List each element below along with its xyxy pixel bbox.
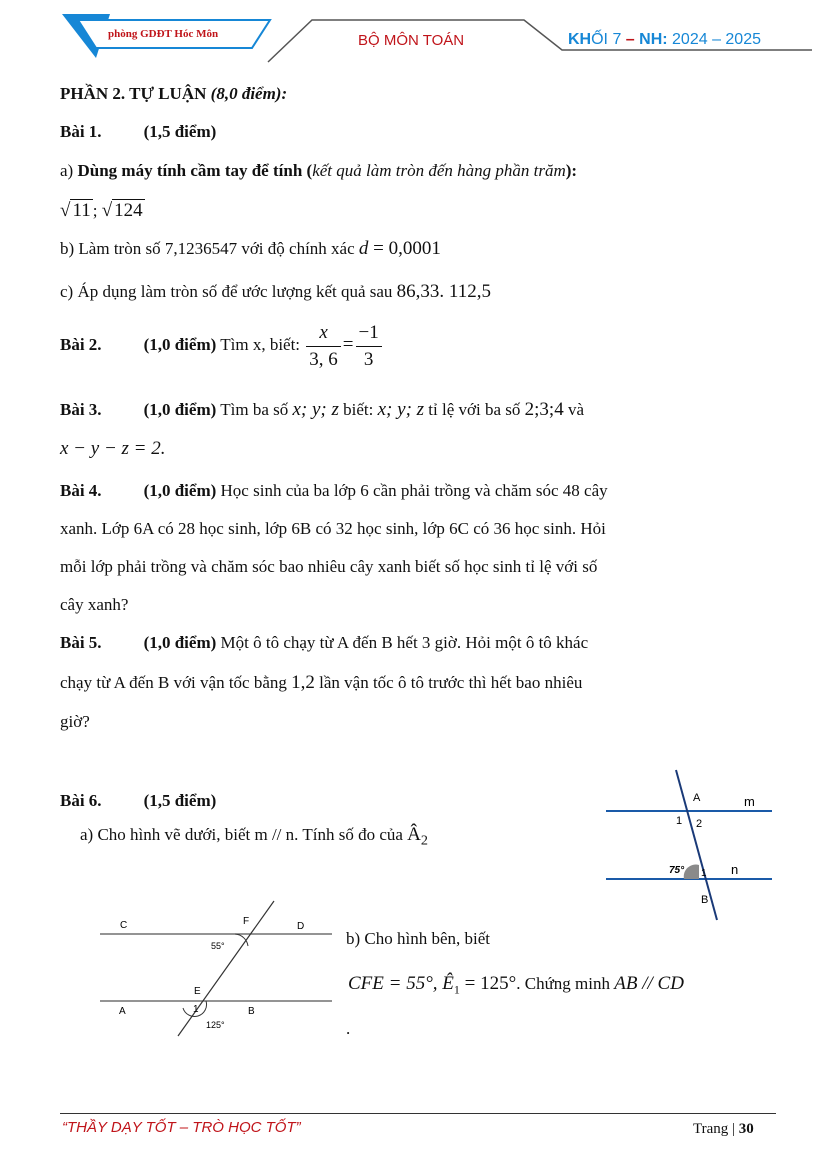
fig2-label-A: A bbox=[119, 1006, 126, 1017]
fig1-label-B: B bbox=[701, 894, 709, 906]
footer-page: Trang | 30 bbox=[693, 1121, 754, 1137]
fig1-label-m: m bbox=[744, 794, 755, 809]
bai4-line1: Bài 4. (1,0 điểm) Học sinh của ba lớp 6 cần phải trồng và chăm sóc 48 cây bbox=[60, 481, 608, 500]
fig1-label-n: n bbox=[731, 862, 739, 877]
sqrt-124: √ 124 bbox=[101, 200, 143, 221]
fig2-label-55: 55° bbox=[211, 941, 225, 951]
bai1-c: c) Áp dụng làm tròn số để ước lượng kết quả sau 86,33. 112,5 bbox=[60, 281, 491, 302]
bai3-line1: Bài 3. (1,0 điểm) Tìm ba số x; y; z biết: x; y; z tỉ lệ với ba số 2;3;4 và bbox=[60, 399, 584, 420]
grade-nh: NH: bbox=[639, 31, 668, 48]
figure-parallel-mn bbox=[604, 768, 774, 928]
grade-dash: – bbox=[621, 31, 640, 48]
fig2-label-125: 125° bbox=[206, 1020, 225, 1030]
bai6-b-dot: . bbox=[346, 1019, 351, 1038]
bai1-b: b) Làm tròn số 7,1236547 với độ chính xác d = 0,0001 bbox=[60, 238, 441, 259]
bai4-line3: mỗi lớp phải trồng và chăm sóc bao nhiêu cây xanh biết số học sinh tỉ lệ với số bbox=[60, 557, 598, 576]
angle-75-arc bbox=[684, 865, 699, 879]
bai3-line2: x − y − z = 2. bbox=[60, 438, 166, 459]
fig1-label-A: A bbox=[693, 792, 701, 804]
header-subject: BỘ MÔN TOÁN bbox=[358, 32, 465, 49]
bai5-line3: giờ? bbox=[60, 712, 90, 731]
bai2-frac1: $\frac{x}{3, 6}$ bbox=[306, 320, 341, 373]
bai1-heading: Bài 1. (1,5 điểm) bbox=[60, 122, 217, 141]
bai4-line4: cây xanh? bbox=[60, 595, 129, 614]
bai6-heading: Bài 6. (1,5 điểm) bbox=[60, 791, 217, 810]
fig2-label-C: C bbox=[120, 920, 128, 931]
grade-kh: KH bbox=[568, 31, 592, 48]
bai4-line2: xanh. Lớp 6A có 28 học sinh, lớp 6B có 32 học sinh, lớp 6C có 36 học sinh. Hỏi bbox=[60, 519, 606, 538]
fig2-label-B: B bbox=[248, 1006, 255, 1017]
bai2: Bài 2. (1,0 điểm) Tìm x, biết: $\frac{x}{3, 6}$ = $\frac{-1}{3}$ bbox=[60, 318, 384, 373]
sqrt-11: √ 11 bbox=[60, 200, 91, 221]
grade-rest: ỐI 7 bbox=[591, 31, 622, 48]
footer-rule bbox=[60, 1113, 776, 1114]
fig1-label-2: 2 bbox=[696, 818, 703, 830]
bai1-sqrts: √ 11 ; √ 124 bbox=[60, 200, 143, 221]
bai6-a: a) Cho hình vẽ dưới, biết m // n. Tính số đo của $Â_2$ bbox=[80, 824, 428, 849]
grade-year: 2024 – 2025 bbox=[667, 31, 761, 48]
bai5-line1: Bài 5. (1,0 điểm) Một ô tô chạy từ A đến B hết 3 giờ. Hỏi một ô tô khác bbox=[60, 633, 589, 652]
bai6-b-line1: b) Cho hình bên, biết bbox=[346, 929, 491, 948]
angle-55-arc bbox=[235, 934, 248, 946]
bai5-line2: chạy từ A đến B với vận tốc bằng 1,2 lần vận tốc ô tô trước thì hết bao nhiêu bbox=[60, 672, 583, 693]
dept-tag: phòng GDĐT Hóc Môn bbox=[108, 28, 219, 40]
fig2-label-E: E bbox=[194, 986, 201, 997]
section-title: PHẦN 2. TỰ LUẬN (8,0 điểm): bbox=[60, 84, 288, 103]
fig1-label-1: 1 bbox=[676, 815, 683, 827]
fig1-label-75: 75° bbox=[669, 865, 685, 876]
bai2-frac2: $\frac{-1}{3}$ bbox=[356, 320, 382, 373]
fig2-label-F: F bbox=[243, 916, 250, 927]
fig2-transversal bbox=[178, 901, 274, 1036]
fig2-label-1: 1 bbox=[193, 1004, 199, 1015]
header-grade bbox=[568, 31, 761, 49]
bai6-b-line2: CFE = 55°, $Ê_1 = 125^\circ$. Chứng minh AB // CD bbox=[348, 973, 684, 997]
figure-ab-cd bbox=[98, 898, 334, 1040]
fig2-label-D: D bbox=[297, 921, 305, 932]
footer-motto: “THẦY DẠY TỐT – TRÒ HỌC TỐT” bbox=[62, 1119, 301, 1136]
bai1-a: a) Dùng máy tính cầm tay để tính (kết quả làm tròn đến hàng phần trăm): bbox=[60, 161, 578, 180]
fig1-label-1b: 1 bbox=[701, 868, 707, 879]
